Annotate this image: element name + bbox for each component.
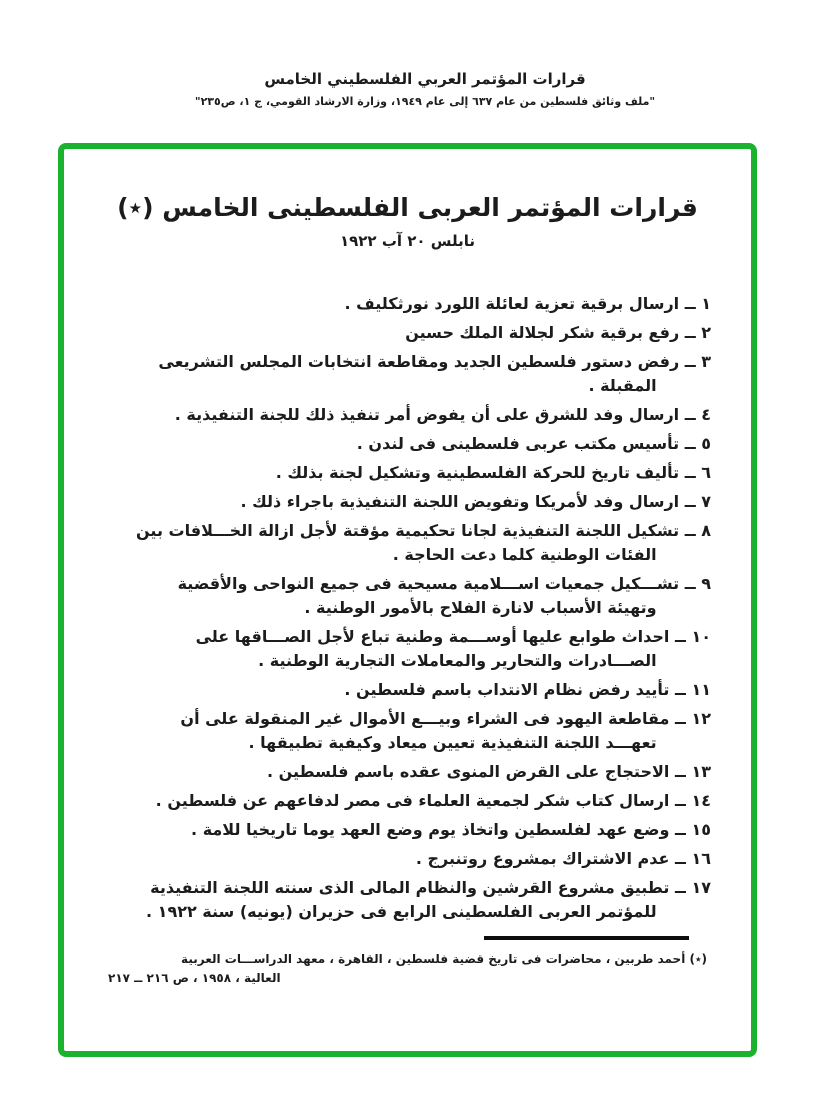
resolution-item xyxy=(124,292,711,316)
resolution-text: احداث طوابع عليها أوســـمة وطنية تباع لأجل الصـــاقها على الصـــادرات والتحارير والمعاملات التجارية الوطنية . xyxy=(195,627,670,670)
resolution-item xyxy=(124,760,711,784)
resolution-item xyxy=(124,490,711,514)
resolution-number: ١٥ ــ xyxy=(669,820,711,839)
resolutions-list xyxy=(64,292,751,924)
resolution-item xyxy=(124,572,711,620)
resolution-text: ارسال وفد للشرق على أن يفوض أمر تنفيذ ذلك للجنة التنفيذية . xyxy=(174,405,680,424)
resolution-number: ١١ ــ xyxy=(669,680,711,699)
footnote xyxy=(64,950,751,988)
resolution-text: تشكيل اللجنة التنفيذية لجانا تحكيمية مؤقتة لأجل ازالة الخـــلافات بين الفئات الوطنية كلما دعت الحاجة . xyxy=(136,521,680,564)
resolution-number: ٧ ــ xyxy=(679,492,711,511)
resolution-text: مقاطعة اليهود فى الشراء وبيـــع الأموال غير المنقولة على أن تعهـــد اللجنة التنفيذية تعيين ميعاد وكيفية تطبيقها . xyxy=(180,709,670,752)
resolution-item xyxy=(124,876,711,924)
resolution-item xyxy=(124,321,711,345)
document-subtitle: نابلس ٢٠ آب ١٩٢٢ xyxy=(339,232,476,250)
resolution-number: ١٠ ــ xyxy=(669,627,711,646)
resolution-item xyxy=(124,432,711,456)
resolution-number: ١٤ ــ xyxy=(669,791,711,810)
resolution-item xyxy=(124,350,711,398)
resolution-number: ١٣ ــ xyxy=(669,762,711,781)
resolution-text: تأييد رفض نظام الانتداب باسم فلسطين . xyxy=(344,680,670,699)
footnote-separator xyxy=(484,936,689,940)
resolution-number: ٨ ــ xyxy=(679,521,711,540)
resolution-text: تأسيس مكتب عربى فلسطينى فى لندن . xyxy=(356,434,680,453)
resolution-number: ٩ ــ xyxy=(679,574,711,593)
resolution-number: ١٧ ــ xyxy=(669,878,711,897)
resolution-text: وضع عهد لفلسطين واتخاذ يوم وضع العهد يوما تاريخيا للامة . xyxy=(191,820,670,839)
page-header xyxy=(130,70,720,108)
resolution-number: ١ ــ xyxy=(679,294,711,313)
resolution-item xyxy=(124,789,711,813)
resolution-number: ١٦ ــ xyxy=(669,849,711,868)
document-title: قرارات المؤتمر العربى الفلسطينى الخامس (٭) xyxy=(117,193,698,222)
resolution-item xyxy=(124,707,711,755)
resolution-text: ارسال كتاب شكر لجمعية العلماء فى مصر لدفاعهم عن فلسطين . xyxy=(155,791,670,810)
resolution-text: رفض دستور فلسطين الجديد ومقاطعة انتخابات المجلس التشريعى المقبلة . xyxy=(158,352,680,395)
resolution-item xyxy=(124,818,711,842)
resolution-text: تشـــكيل جمعيات اســـلامية مسيحية فى جميع النواحى والأقضية وتهيئة الأسباب لانارة الفلاح بالأمور الوطنية . xyxy=(177,574,680,617)
resolution-number: ٣ ــ xyxy=(679,352,711,371)
resolution-number: ٤ ــ xyxy=(679,405,711,424)
resolution-number: ٢ ــ xyxy=(679,323,711,342)
header-source-line: "ملف وثائق فلسطين من عام ٦٣٧ إلى عام ١٩٤٩، وزارة الارشاد القومي، ج ١، ص٢٣٥" xyxy=(194,95,656,108)
header-title: قرارات المؤتمر العربي الفلسطيني الخامس xyxy=(264,70,586,88)
footnote-line-2: العالية ، ١٩٥٨ ، ص ٢١٦ ــ ٢١٧ xyxy=(108,971,281,986)
resolution-text: ارسال برقية تعزية لعائلة اللورد نورثكليف . xyxy=(344,294,680,313)
resolution-item xyxy=(124,625,711,673)
document-frame xyxy=(58,143,757,1057)
resolution-item xyxy=(124,461,711,485)
footnote-line-1: (٭) أحمد طربين ، محاضرات فى تاريخ قضية فلسطين ، القاهرة ، معهد الدراســـات العربية xyxy=(181,952,707,966)
resolution-item xyxy=(124,519,711,567)
resolution-item xyxy=(124,678,711,702)
resolution-item xyxy=(124,403,711,427)
resolution-number: ٦ ــ xyxy=(679,463,711,482)
resolution-text: الاحتجاج على القرض المنوى عقده باسم فلسطين . xyxy=(266,762,670,781)
resolution-number: ١٢ ــ xyxy=(669,709,711,728)
resolution-text: تأليف تاريخ للحركة الفلسطينية وتشكيل لجنة بذلك . xyxy=(275,463,680,482)
resolution-text: تطبيق مشروع القرشين والنظام المالى الذى سنته اللجنة التنفيذية للمؤتمر العربى الفلسطينى الرابع فى حزيران (يونيه) سنة ١٩٢٢ . xyxy=(146,878,670,921)
resolution-number: ٥ ــ xyxy=(679,434,711,453)
resolution-item xyxy=(124,847,711,871)
resolution-text: ارسال وفد لأمريكا وتفويض اللجنة التنفيذية باجراء ذلك . xyxy=(240,492,680,511)
resolution-text: رفع برقية شكر لجلالة الملك حسين xyxy=(405,323,680,342)
resolution-text: عدم الاشتراك بمشروع روتنبرج . xyxy=(415,849,670,868)
